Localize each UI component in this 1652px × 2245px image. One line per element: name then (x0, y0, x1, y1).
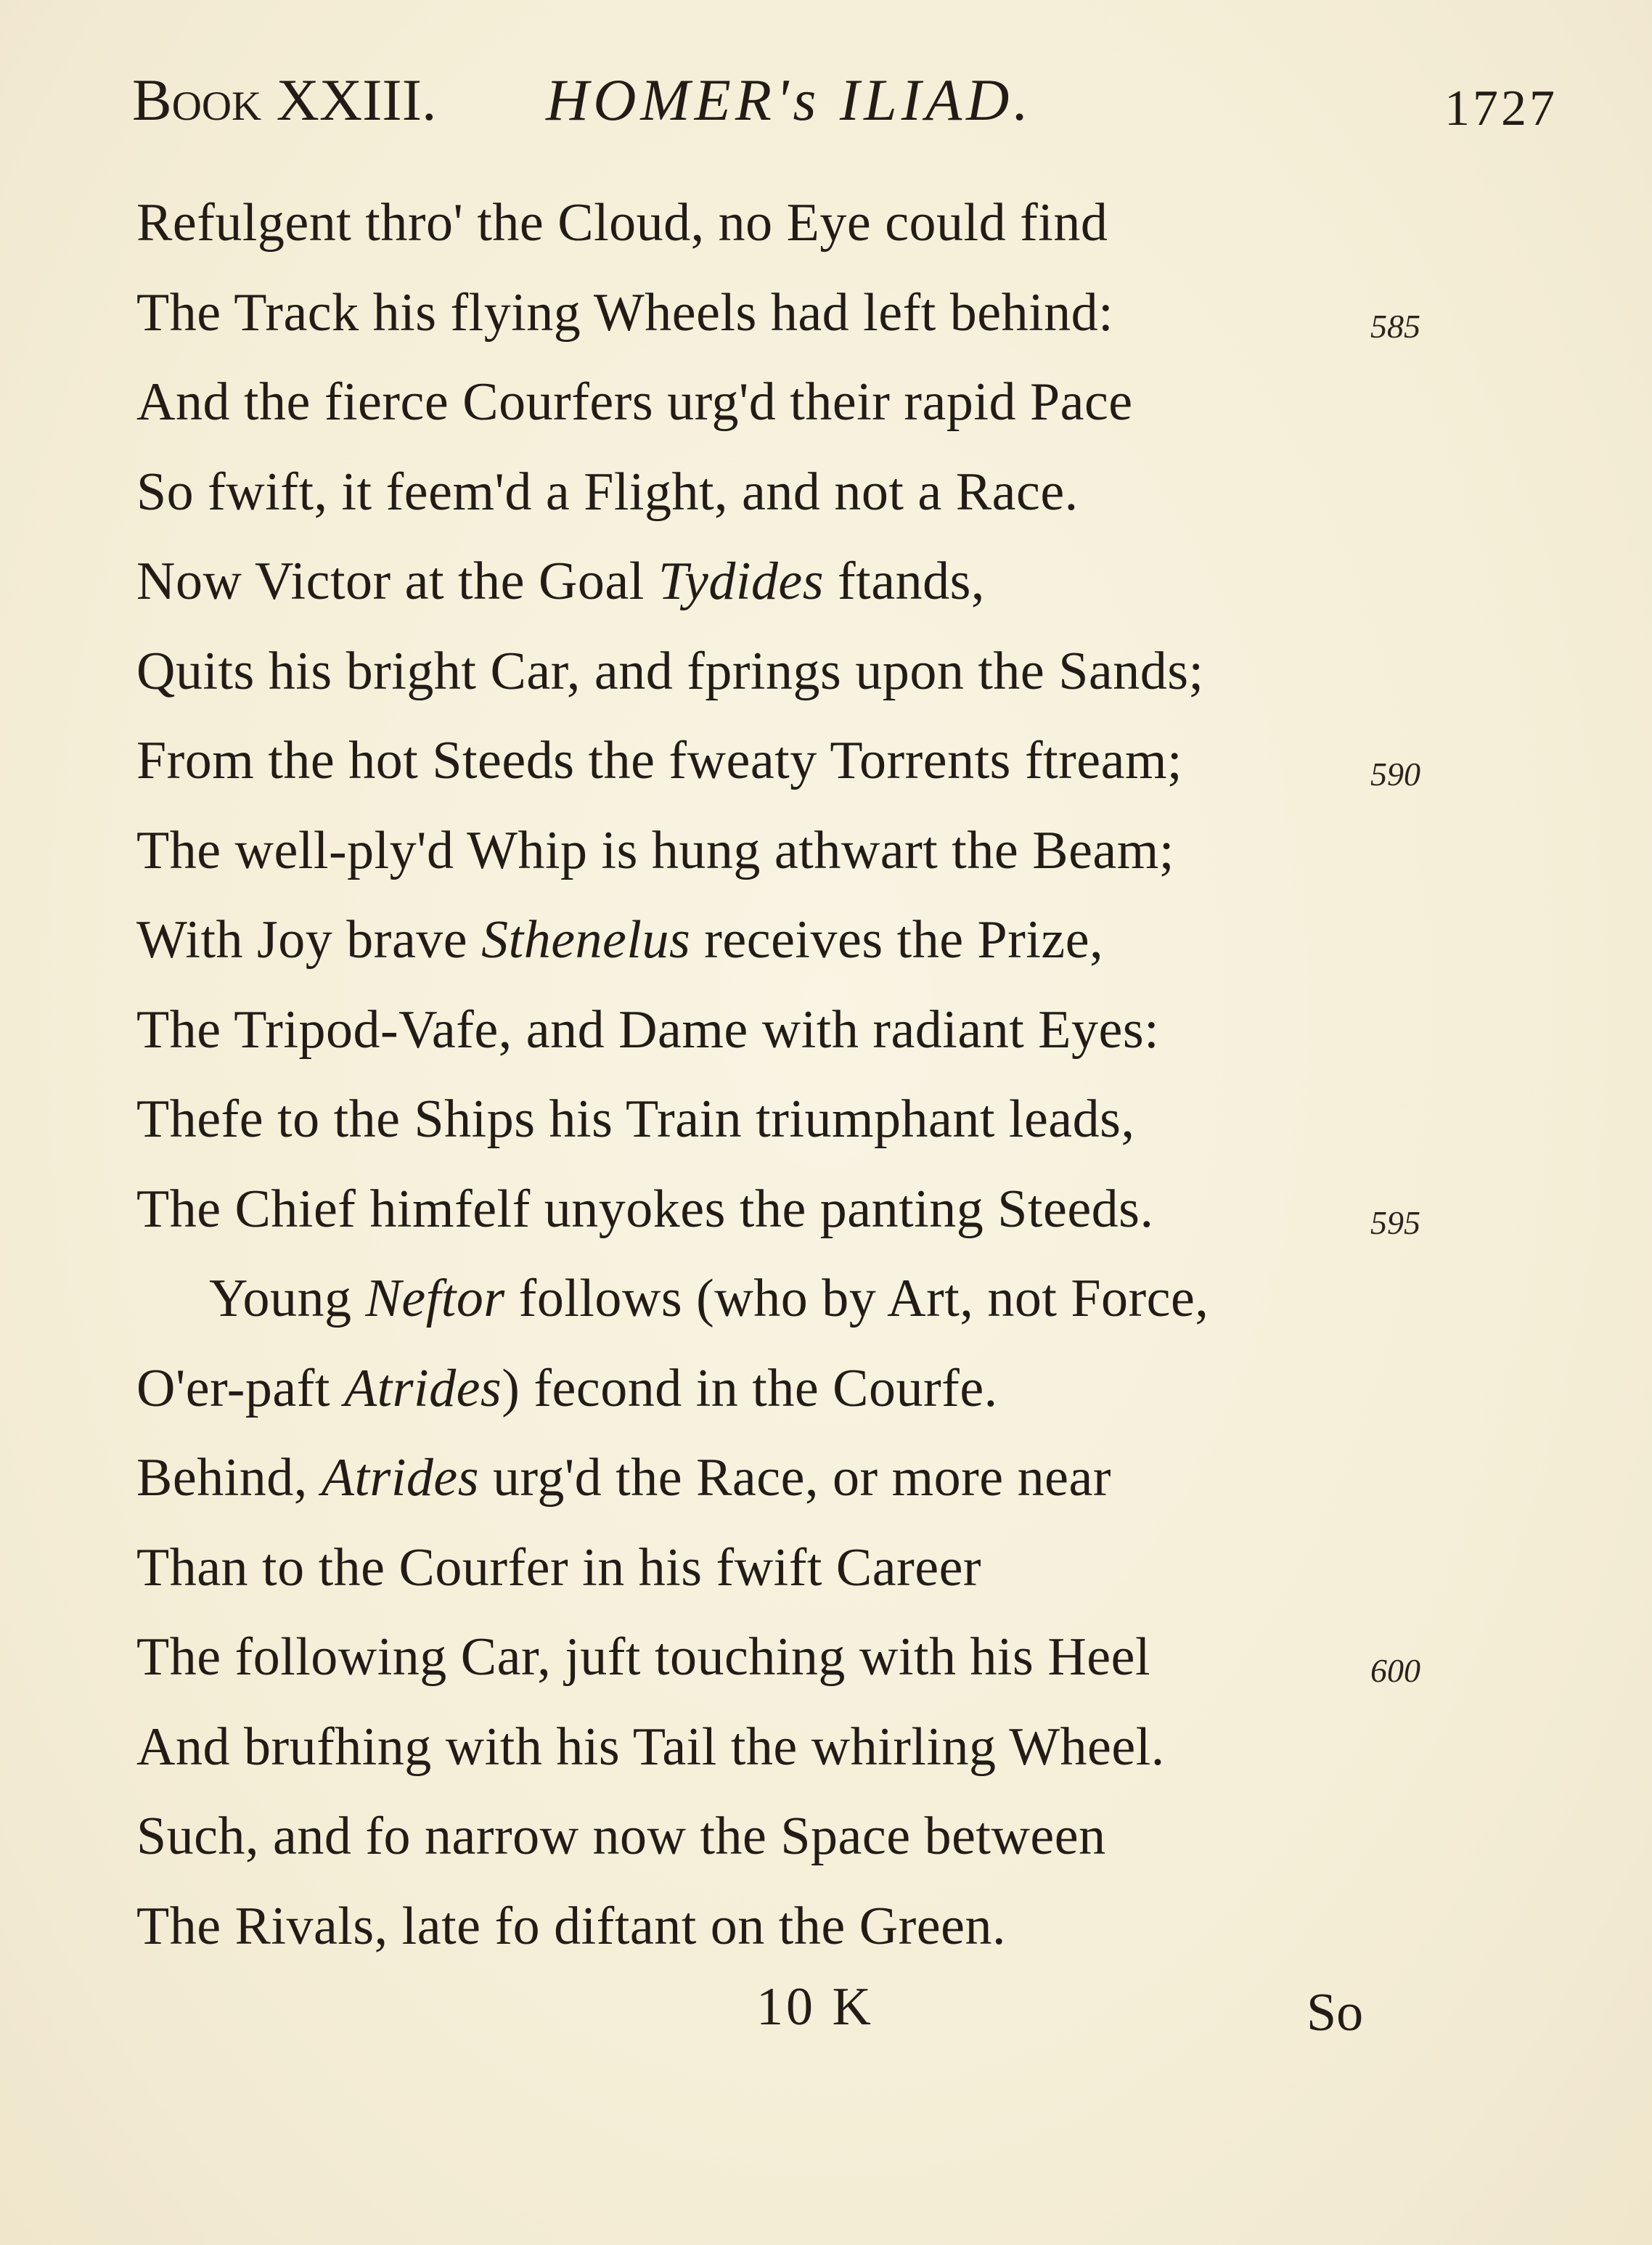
page-year: 1727 (1444, 81, 1558, 136)
verse-text: And the fierce Courfers urg'd their rapid Pace (136, 372, 1133, 432)
verse-line (136, 1356, 998, 1421)
verse-text: Quits his bright Car, and fprings upon the Sands; (136, 641, 1204, 701)
verse-text: receives the Prize, (690, 910, 1104, 970)
verse-line (136, 280, 1113, 345)
verse-line (136, 1535, 981, 1600)
verse-text: Refulgent thro' the Cloud, no Eye could find (136, 193, 1108, 253)
running-title: HOMER's ILIAD. (546, 67, 1033, 133)
verse-text: Young (209, 1269, 366, 1328)
signature-mark: 10 K (756, 1977, 874, 2037)
verse-text: Such, and fo narrow now the Space between (136, 1807, 1106, 1866)
verse-text: With Joy brave (136, 910, 482, 970)
verse-text: The Track his flying Wheels had left behind: (136, 282, 1114, 343)
verse-line (136, 907, 1103, 973)
verse-text: follows (who by Art, not Force, (504, 1269, 1209, 1328)
verse-text: urg'd the Race, or more near (479, 1448, 1111, 1508)
verse-line (136, 818, 1174, 883)
book-number: Book XXIII. (132, 67, 437, 133)
line-number: 590 (1370, 756, 1420, 793)
verse-line (136, 1445, 1111, 1510)
verse-italic-text: Sthenelus (481, 910, 691, 970)
verse-line (136, 1714, 1165, 1780)
verse-text: The well-ply'd Whip is hung athwart the Beam; (136, 820, 1174, 880)
verse-text: ftands, (824, 552, 985, 611)
verse-line (136, 728, 1182, 793)
verse-line (136, 1804, 1106, 1869)
verse-line (136, 549, 985, 614)
verse-text: And brufhing with his Tail the whirling Wheel. (136, 1717, 1165, 1777)
verse-line (136, 190, 1108, 255)
verse-text: Now Victor at the Goal (136, 552, 658, 611)
catchword: So (1307, 1983, 1364, 2042)
verse-italic-text: Atrides (321, 1448, 480, 1508)
verse-text: Than to the Courfer in his fwift Career (136, 1537, 982, 1598)
verse-line (209, 1266, 1209, 1331)
verse-text: The Rivals, late fo diftant on the Green. (136, 1896, 1006, 1956)
verse-line (136, 459, 1079, 525)
verse-italic-text: Neftor (365, 1269, 505, 1328)
verse-text: So fwift, it feem'd a Flight, and not a Race. (136, 462, 1079, 522)
verse-text: ) fecond in the Courfe. (502, 1358, 998, 1418)
line-number: 595 (1370, 1203, 1420, 1241)
verse-text: From the hot Steeds the fweaty Torrents ftream; (136, 731, 1183, 790)
verse-text: The Tripod-Vafe, and Dame with radiant Eyes: (136, 999, 1160, 1060)
verse-italic-text: Tydides (658, 552, 825, 611)
line-number: 585 (1370, 307, 1420, 345)
verse-text: Behind, (136, 1448, 322, 1508)
verse-line (136, 1624, 1150, 1690)
verse-text: O'er-paft (136, 1358, 344, 1418)
line-number: 600 (1370, 1652, 1420, 1689)
verse-text: Thefe to the Ships his Train triumphant leads, (136, 1089, 1135, 1149)
verse-line (136, 1177, 1153, 1242)
verse-text: The following Car, juft touching with his Heel (136, 1627, 1151, 1687)
verse-text: The Chief himfelf unyokes the panting Steeds. (136, 1179, 1154, 1239)
verse-italic-text: Atrides (343, 1358, 502, 1418)
verse-line (136, 369, 1133, 435)
verse-line (136, 639, 1204, 704)
verse-line (136, 997, 1159, 1063)
verse-line (136, 1087, 1134, 1152)
verse-line (136, 1894, 1006, 1959)
